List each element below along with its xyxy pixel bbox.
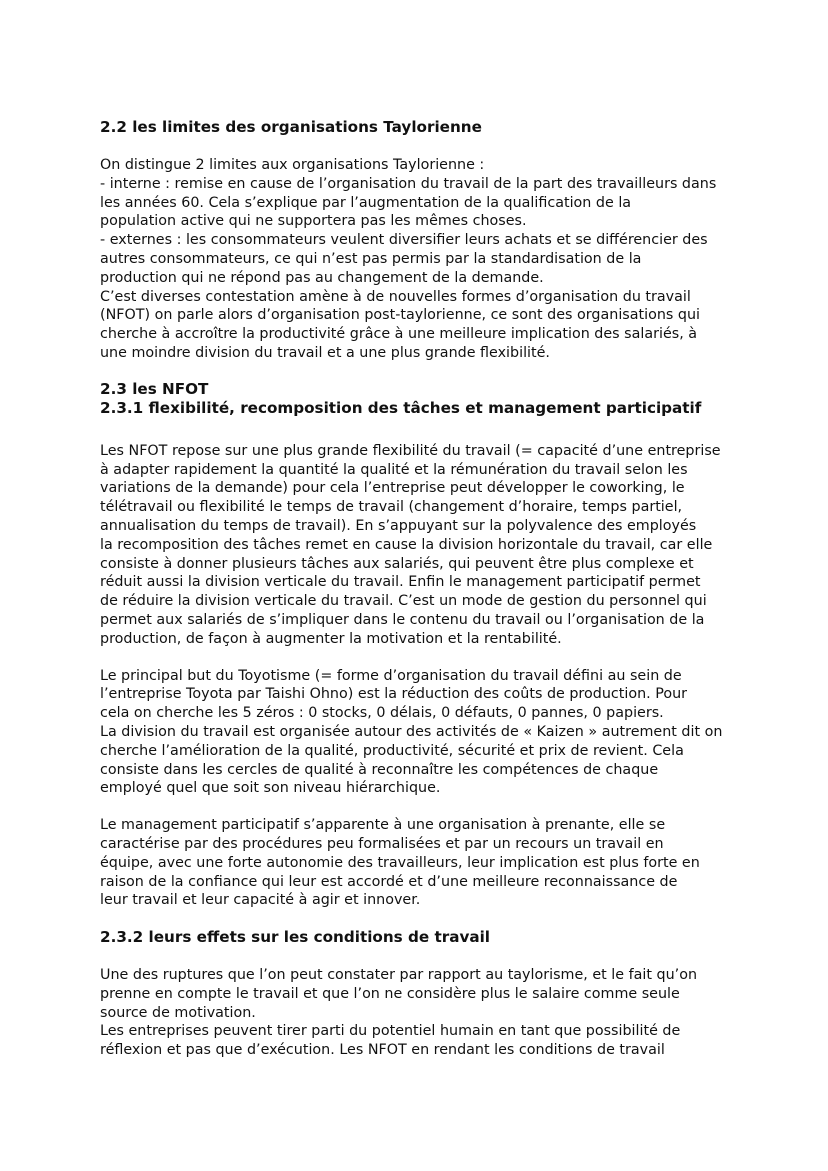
text-line: Le management participatif s’apparente à une organisation à prenante, elle se	[100, 817, 666, 834]
text-line: (NFOT) on parle alors d’organisation post-taylorienne, ce sont des organisations qui	[100, 307, 700, 324]
text-line: cherche à accroître la productivité grâce à une meilleure implication des salariés, à	[100, 326, 698, 343]
text-line: à adapter rapidement la quantité la qualité et la rémunération du travail selon les	[100, 461, 688, 478]
paragraph-2-3-2	[100, 966, 740, 1060]
paragraph-2-3-1-toyotism	[100, 667, 740, 799]
text-line: prenne en compte le travail et que l’on ne considère plus le salaire comme seule	[100, 985, 680, 1002]
text-line: une moindre division du travail et a une plus grande flexibilité.	[100, 344, 550, 361]
text-line: - interne : remise en cause de l’organisation du travail de la part des travailleurs dans	[100, 175, 717, 192]
section-heading-2-3-2: 2.3.2 leurs effets sur les conditions de travail	[100, 928, 491, 947]
text-line: équipe, avec une forte autonomie des travailleurs, leur implication est plus forte en	[100, 854, 700, 871]
text-line: - externes : les consommateurs veulent diversifier leurs achats et se différencier des	[100, 232, 708, 249]
section-heading-2-2: 2.2 les limites des organisations Taylorienne	[100, 118, 482, 136]
text-line: les années 60. Cela s’explique par l’augmentation de la qualification de la	[100, 194, 632, 211]
text-line: Les NFOT repose sur une plus grande flexibilité du travail (= capacité d’une entreprise	[100, 442, 721, 459]
text-line: population active qui ne supportera pas les mêmes choses.	[100, 213, 527, 230]
text-line: production, de façon à augmenter la motivation et la rentabilité.	[100, 630, 562, 647]
text-line: leur travail et leur capacité à agir et innover.	[100, 892, 421, 909]
text-line: de réduire la division verticale du travail. C’est un mode de gestion du personnel qui	[100, 593, 707, 610]
text-line: télétravail ou flexibilité le temps de travail (changement d’horaire, temps partiel,	[100, 499, 683, 516]
text-line: Une des ruptures que l’on peut constater par rapport au taylorisme, et le fait qu’on	[100, 967, 698, 984]
text-line: annualisation du temps de travail). En s’appuyant sur la polyvalence des employés	[100, 517, 697, 534]
text-line: cela on cherche les 5 zéros : 0 stocks, 0 délais, 0 défauts, 0 pannes, 0 papiers.	[100, 705, 664, 722]
text-line: raison de la confiance qui leur est accordé et d’une meilleure reconnaissance de	[100, 873, 678, 890]
text-line: permet aux salariés de s’impliquer dans le contenu du travail ou l’organisation de la	[100, 611, 705, 628]
text-line: variations de la demande) pour cela l’entreprise peut développer le coworking, le	[100, 480, 685, 497]
document-body	[100, 118, 740, 1060]
text-line: consiste à donner plusieurs tâches aux salariés, qui peuvent être plus complexe et	[100, 555, 694, 572]
text-line: la recomposition des tâches remet en cause la division horizontale du travail, car elle	[100, 536, 713, 553]
text-line: source de motivation.	[100, 1004, 256, 1021]
text-line: l’entreprise Toyota par Taishi Ohno) est la réduction des coûts de production. Pour	[100, 686, 688, 703]
text-line: On distingue 2 limites aux organisations Taylorienne :	[100, 157, 485, 173]
text-line: autres consommateurs, ce qui n’est pas permis par la standardisation de la	[100, 250, 642, 267]
paragraph-2-2	[100, 156, 740, 363]
text-line: Le principal but du Toyotisme (= forme d’organisation du travail défini au sein de	[100, 667, 682, 684]
text-line: production qui ne répond pas au changement de la demande.	[100, 269, 544, 286]
paragraph-2-3-1-flexibility	[100, 442, 740, 649]
section-heading-2-3: 2.3 les NFOT	[100, 379, 209, 398]
text-line: consiste dans les cercles de qualité à reconnaître les compétences de chaque	[100, 761, 659, 778]
text-line: La division du travail est organisée autour des activités de « Kaizen » autrement dit on	[100, 723, 723, 740]
text-line: réflexion et pas que d’exécution. Les NFOT en rendant les conditions de travail	[100, 1042, 665, 1059]
text-line: caractérise par des procédures peu formalisées et par un recours un travail en	[100, 835, 664, 852]
text-line: Les entreprises peuvent tirer parti du potentiel humain en tant que possibilité de	[100, 1023, 681, 1040]
paragraph-2-3-1-participative-management	[100, 816, 740, 910]
text-line: cherche l’amélioration de la qualité, productivité, sécurité et prix de revient. Cela	[100, 742, 684, 759]
text-line: C’est diverses contestation amène à de nouvelles formes d’organisation du travail	[100, 288, 691, 305]
text-line: employé quel que soit son niveau hiérarchique.	[100, 780, 441, 797]
section-heading-2-3-1: 2.3.1 flexibilité, recomposition des tâches et management participatif	[100, 398, 702, 417]
text-line: réduit aussi la division verticale du travail. Enfin le management participatif permet	[100, 574, 701, 591]
